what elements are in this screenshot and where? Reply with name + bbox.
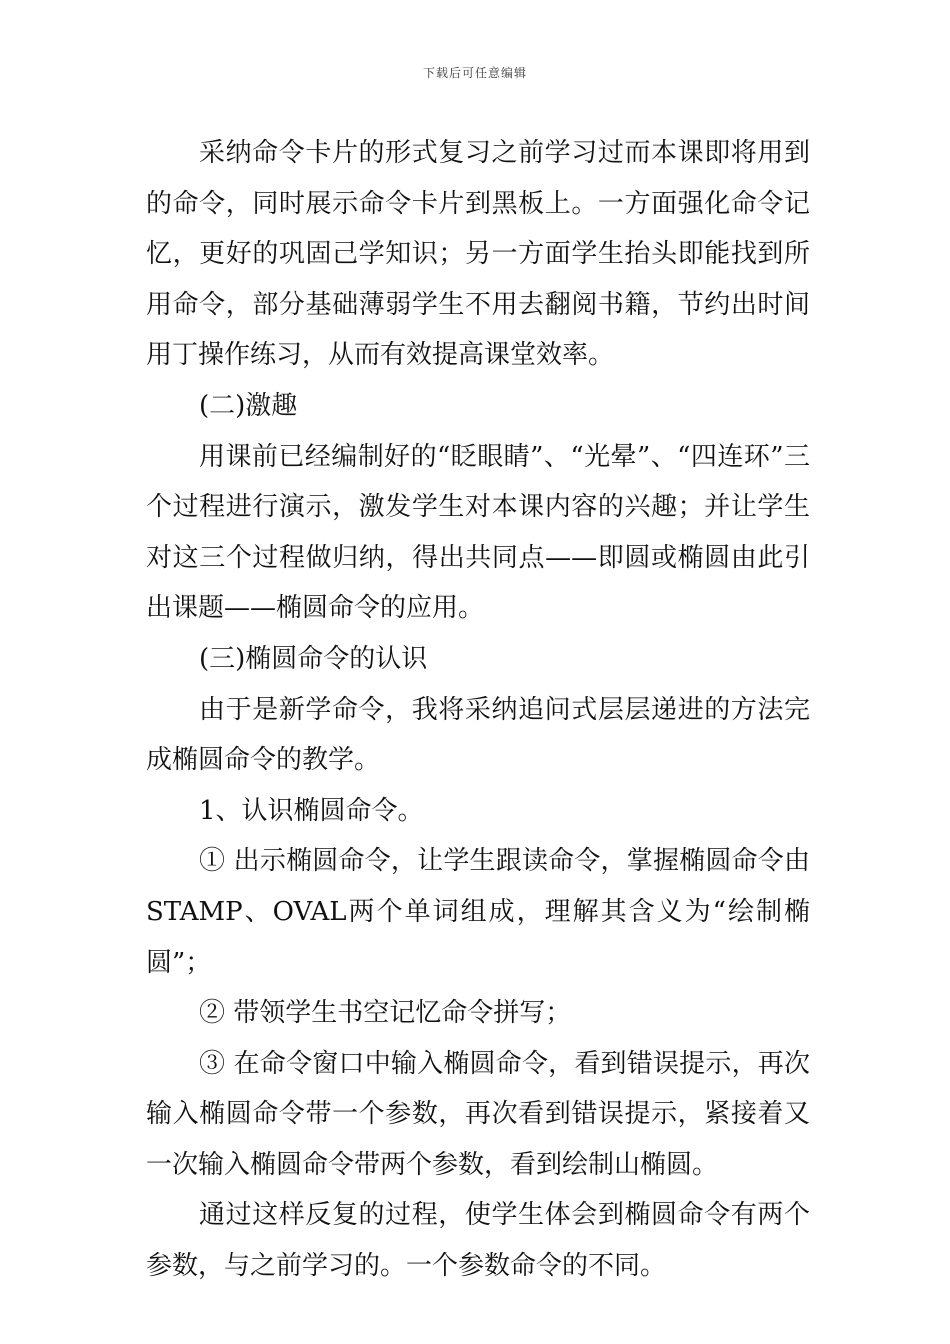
list-item-step-3: ③ 在命令窗口中输入椭圆命令，看到错误提示，再次输入椭圆命令带一个参数，再次看到错误提示，紧接着又一次输入椭圆命令带两个参数，看到绘制山椭圆。 xyxy=(146,1048,810,1180)
section-heading-oval-command: (三)椭圆命令的认识 xyxy=(199,643,428,674)
list-item-step-1: ① 出示椭圆命令，让学生跟读命令，掌握椭圆命令由STAMP、OVAL两个单词组成，理解其含义为“绘制椭圆”； xyxy=(146,846,810,978)
list-heading-recognize-command: 1、认识椭圆命令。 xyxy=(199,795,424,826)
document-body xyxy=(146,128,810,1292)
paragraph-review-command-cards: 采纳命令卡片的形式复习之前学习过而本课即将用到的命令，同时展示命令卡片到黑板上。一方面强化命令记忆，更好的巩固己学知识；另一方面学生抬头即能找到所用命令，部分基础薄弱学生不用去翻阅书籍，节约出时间用丁操作练习，从而有效提高课堂效率。 xyxy=(146,138,810,371)
paragraph-demo-processes: 用课前已经编制好的“眨眼睛”、“光晕”、“四连环”三个过程进行演示，激发学生对本课内容的兴趣；并让学生对这三个过程做归纳，得出共同点——即圆或椭圆由此引出课题——椭圆命令的应用。 xyxy=(146,441,810,624)
paragraph-teaching-method: 由于是新学命令，我将采纳追问式层层递进的方法完成椭圆命令的教学。 xyxy=(146,694,810,776)
page-header: 下载后可任意编辑 xyxy=(422,66,527,80)
section-heading-motivation: (二)激趣 xyxy=(199,390,298,421)
paragraph-conclusion: 通过这样反复的过程，使学生体会到椭圆命令有两个参数，与之前学习的。一个参数命令的不同。 xyxy=(146,1200,810,1282)
list-item-step-2: ② 带领学生书空记忆命令拼写； xyxy=(199,998,572,1029)
